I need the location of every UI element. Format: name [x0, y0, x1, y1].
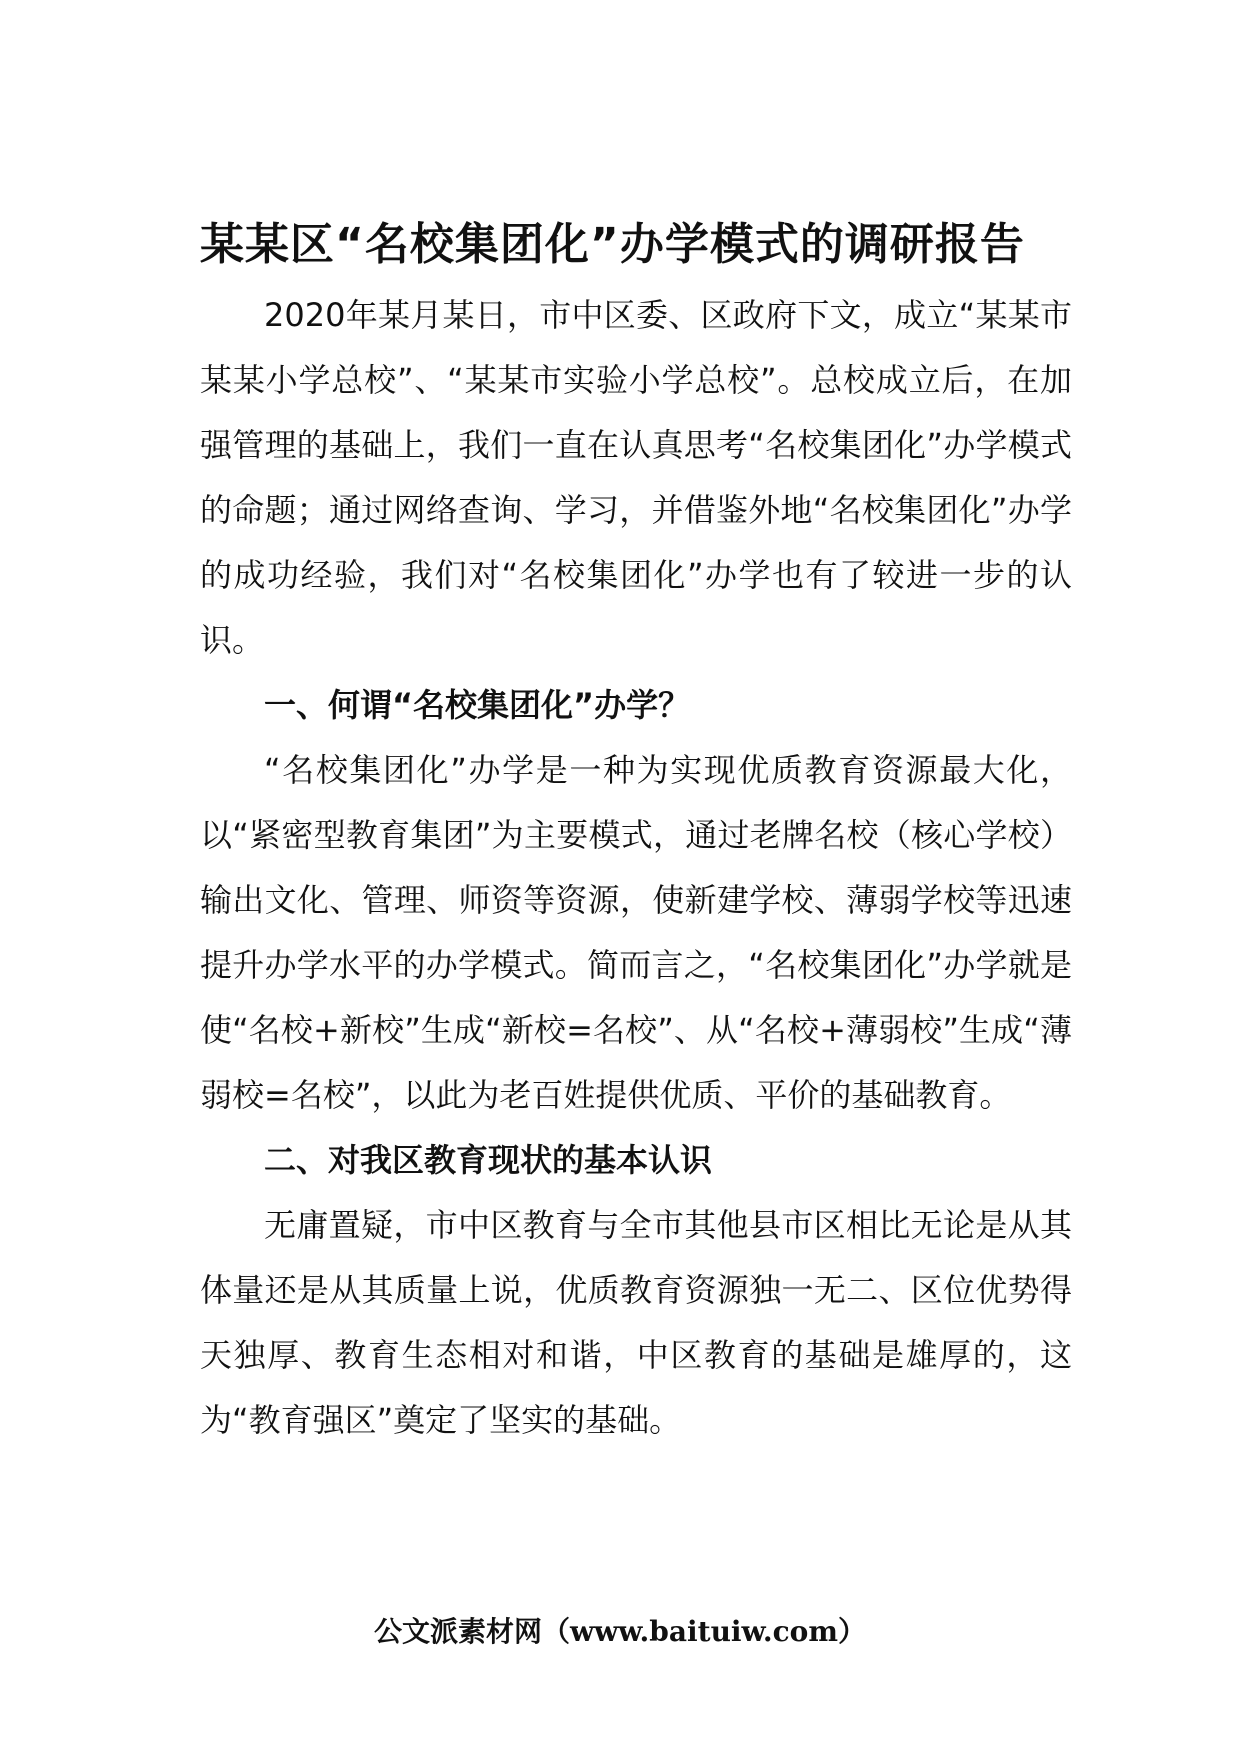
section-heading-1: 一、何谓“名校集团化”办学？ — [264, 686, 691, 724]
section-heading-2: 二、对我区教育现状的基本认识 — [264, 1141, 713, 1179]
section-1-paragraph: “名校集团化”办学是一种为实现优质教育资源最大化，以“紧密型教育集团”为主要模式，通过老牌名校（核心学校）输出文化、管理、师资等资源，使新建学校、薄弱学校等迅速提升办学水平的办学模式。简而言之，“名校集团化”办学就是使“名校+新校”生成“新校=名校”、从“名校+薄弱校”生成“薄弱校=名校”，以此为老百姓提供优质、平价的基础教育。 — [200, 751, 1072, 1114]
footer-watermark: 公文派素材网（www.baituiw.com） — [374, 1615, 866, 1648]
document-title: 某某区“名校集团化”办学模式的调研报告 — [200, 219, 1025, 270]
intro-paragraph: 2020年某月某日，市中区委、区政府下文，成立“某某市某某小学总校”、“某某市实验小学总校”。总校成立后，在加强管理的基础上，我们一直在认真思考“名校集团化”办学模式的命题；通过网络查询、学习，并借鉴外地“名校集团化”办学的成功经验，我们对“名校集团化”办学也有了较进一步的认识。 — [200, 296, 1072, 659]
document-body — [200, 283, 1072, 1453]
section-2-paragraph: 无庸置疑，市中区教育与全市其他县市区相比无论是从其体量还是从其质量上说，优质教育资源独一无二、区位优势得天独厚、教育生态相对和谐，中区教育的基础是雄厚的，这为“教育强区”奠定了坚实的基础。 — [200, 1206, 1072, 1439]
